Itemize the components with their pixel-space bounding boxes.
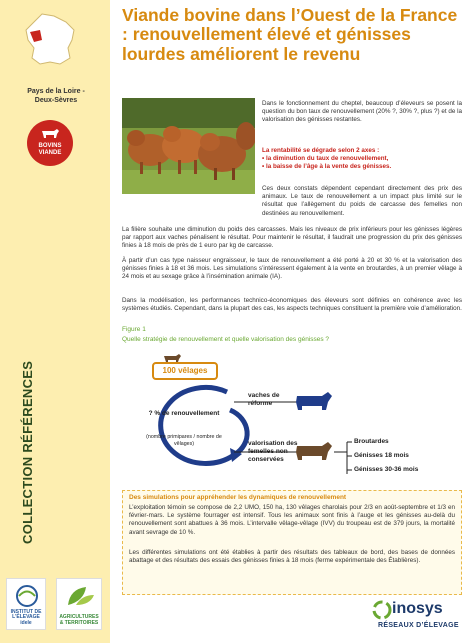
- agricultures-territoires-logo: [56, 578, 102, 630]
- axes-item-1: • la diminution du taux de renouvellement,: [262, 155, 389, 163]
- idele-logo-text: INSTITUT DE L'ÉLEVAGE idele: [10, 608, 42, 626]
- box-paragraph-2: Les différentes simulations ont été établies à partir des résultats des tableaux de bord, des bases de données abattage et des résultats des essais des génisses finies à 18 mois (ferme expérimentale des Établières).: [129, 549, 455, 565]
- blue-cow-icon: [296, 392, 332, 410]
- axes-block: [262, 147, 462, 172]
- cattle-photo-image: [122, 98, 255, 194]
- idele-mark-icon: [9, 583, 45, 609]
- region-line-2: Deux-Sèvres: [34, 96, 78, 104]
- axes-heading: La rentabilité se dégrade selon 2 axes :: [262, 147, 380, 154]
- paragraph-3: À partir d’un cas type naisseur engraisseur, le taux de renouvellement a été porté à 20 et 30 % et la valorisation des génisses finies à 18 et 36 mois. Les simulations s’intéressent également à la vente en broutardes, à un premier vêlage à 24 mois et au sexage grâce à l’insémination animale (IA).: [122, 257, 462, 281]
- outcome-genisses-30-36: Génisses 30-36 mois: [354, 466, 419, 473]
- simulations-box: [122, 490, 462, 595]
- leaf-icon: [60, 583, 100, 609]
- inosys-mark-icon: [372, 600, 392, 620]
- inosys-brand: inosys: [392, 600, 443, 617]
- renewal-rate-sub: (nombre primipares / nombre de vêlages): [146, 434, 222, 447]
- paragraph-4: Dans la modélisation, les performances technico-économiques des éleveurs sont définies en cohérence avec les systèmes étudiés. Cependant, dans la plupart des cas, les aspects techniques constituent la première voie d’amélioration.: [122, 297, 462, 313]
- bovins-viande-badge: [27, 120, 73, 166]
- paragraph-1: Ces deux constats dépendent cependant directement des prix des animaux. Le taux de renouvellement a un impact plus limité sur le résultat que l’allègement du poids de carcasse des femelles non destinées au renouvellement.: [262, 185, 462, 217]
- badge-line-2: VIANDE: [38, 149, 62, 156]
- cattle-photo: [122, 98, 255, 194]
- renewal-rate-label: ? % de renouvellement: [148, 410, 220, 417]
- idele-logo: [6, 578, 46, 630]
- france-map-icon: [22, 10, 80, 68]
- velages-pill: 100 vêlages: [152, 362, 218, 380]
- paragraph-2: La filière souhaite une diminution du poids des carcasses. Mais les niveaux de prix inférieurs pour les génisses légères par rapport aux vaches pénalisent le résultat. Pour maintenir le résultat, il faudrait une progression du prix des génisses finies à 18 mois de près de 1 euro par kg de carcasse.: [122, 226, 462, 250]
- figure-diagram: [122, 352, 462, 482]
- agri-logo-text: AGRICULTURES & TERRITOIRES: [59, 614, 99, 626]
- badge-line-1: BOVINS: [38, 143, 62, 149]
- inosys-logo: [370, 600, 460, 640]
- axes-item-2: • la baisse de l’âge à la vente des génisses.: [262, 163, 392, 171]
- collection-label: COLLECTION RÉFÉRENCES: [20, 360, 35, 544]
- inosys-subtitle: RÉSEAUX D’ÉLEVAGE: [378, 622, 459, 629]
- outcome-genisses-18: Génisses 18 mois: [354, 452, 409, 459]
- outcome-broutardes: Broutardes: [354, 438, 389, 445]
- box-title: Des simulations pour appréhender les dynamiques de renouvellement: [129, 494, 347, 501]
- intro-paragraph: Dans le fonctionnement du cheptel, beaucoup d’éleveurs se posent la question du bon taux de renouvellement (20% ?, 30% ?, plus ?) et de la valorisation des génisses restantes.: [262, 100, 462, 124]
- valorisation-label: valorisation des femelles non conservées: [248, 440, 298, 463]
- figure-label: Figure 1: [122, 326, 146, 333]
- box-paragraph-1: L’exploitation témoin se compose de 2,2 UMO, 150 ha, 130 vêlages charolais pour 2/3 en août-septembre et 1/3 en février-mars. Le système fourrager est intensif. Tous les animaux sont finis à l’auge et les génisses au-delà du renouvellement sont abattues à 36 mois. L’intervalle vêlage-vêlage (IVV) du troupeau est de 379 jours, la mortalité avant sevrage de 10 %.: [129, 504, 455, 536]
- paragraph-1-start: [262, 185, 462, 218]
- region-label: [8, 88, 104, 106]
- figure-question: Quelle stratégie de renouvellement et quelle valorisation des génisses ?: [122, 336, 330, 343]
- cow-icon: [40, 127, 60, 141]
- page-title: Viande bovine dans l’Ouest de la France : renouvellement élevé et génisses lourdes améliorent le revenu: [122, 5, 458, 64]
- region-line-1: Pays de la Loire -: [27, 88, 85, 95]
- reform-label: vaches de réforme: [248, 392, 280, 407]
- small-cow-icon: [164, 354, 181, 362]
- sidebar: [0, 0, 110, 643]
